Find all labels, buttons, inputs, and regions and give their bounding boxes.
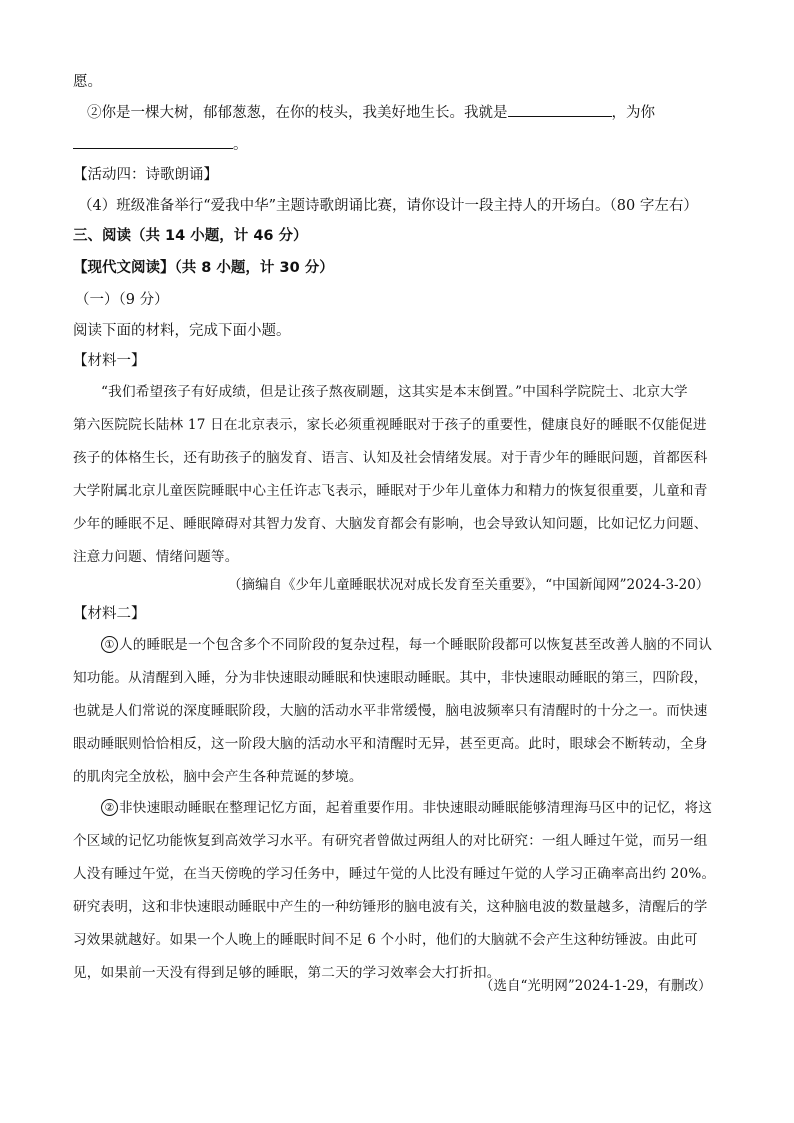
material1-line: 大学附属北京儿童医院睡眠中心主任许志飞表示，睡眠对于少年儿童体力和精力的恢复很重要，儿童和青	[73, 483, 708, 499]
material2-p2-line: 人没有睡过午觉，在当天傍晚的学习任务中，睡过午觉的人比没有睡过午觉的人学习正确率高出约 20%。	[73, 866, 716, 882]
part1-title: （一）（9 分）	[75, 292, 169, 308]
material2-p2-line: 非快速眼动睡眠在整理记忆方面，起着重要作用。非快速眼动睡眠能够清理海马区中的记忆，将这	[119, 800, 713, 816]
activity4-question: （4）班级准备举行“爱我中华”主题诗歌朗诵比赛，请你设计一段主持人的开场白。（80 字左右）	[78, 198, 698, 214]
material2-p2-line: 见，如果前一天没有得到足够的睡眠，第二天的学习效率会大打折扣。	[73, 965, 501, 981]
modern-reading-title: 【现代文阅读】（共 8 小题，计 30 分）	[73, 260, 334, 276]
material2-p1-line: 的肌肉完全放松，脑中会产生各种荒诞的梦境。	[73, 769, 363, 785]
q3-tail: 愿。	[73, 74, 102, 90]
answer-blank-2[interactable]	[73, 134, 233, 149]
material2-p2-first	[101, 796, 712, 816]
material2-source: （选自“光明网”2024-1-29，有删改）	[480, 978, 712, 994]
material2-p2-line: 研究表明，这和非快速眼动睡眠中产生的一种纺锤形的脑电波有关，这种脑电波的数量越多，清醒后的学	[73, 899, 708, 915]
material1-line: “我们希望孩子有好成绩，但是让孩子熬夜刷题，这其实是本末倒置。”中国科学院院士、北京大学	[101, 384, 688, 400]
material1-line: 注意力问题、情绪问题等。	[73, 549, 239, 565]
q3-item2-end: 。	[233, 137, 248, 153]
paragraph-number-2: ②	[101, 799, 118, 816]
material2-p1-line: 人的睡眠是一个包含多个不同阶段的复杂过程，每一个睡眠阶段都可以恢复甚至改善人脑的不同认	[119, 637, 713, 653]
material2-p2-line: 习效果就越好。如果一个人晚上的睡眠时间不足 6 个小时，他们的大脑就不会产生这种纺锤波。由此可	[73, 932, 698, 948]
q3-item2-text: 你是一棵大树，郁郁葱葱，在你的枝头，我美好地生长。我就是	[101, 105, 508, 121]
material2-label: 【材料二】	[73, 606, 146, 622]
activity4-title: 【活动四：诗歌朗诵】	[73, 167, 218, 183]
material2-p1-line: 也就是人们常说的深度睡眠阶段，大脑的活动水平非常缓慢，脑电波频率只有清醒时的十分之一。而快速	[73, 703, 708, 719]
material1-source: （摘编自《少年儿童睡眠状况对成长发育至关重要》，“中国新闻网”2024-3-20）	[228, 577, 710, 593]
material2-p1-first	[101, 633, 712, 653]
material1-line: 孩子的体格生长，还有助孩子的脑发育、语言、认知及社会情绪发展。对于青少年的睡眠问题，首都医科	[73, 450, 708, 466]
paragraph-number-1: ①	[101, 636, 118, 653]
material1-line: 少年的睡眠不足、睡眠障碍对其智力发育、大脑发育都会有影响，也会导致认知问题，比如记忆力问题、	[73, 516, 708, 532]
material2-p1-line: 知功能。从清醒到入睡，分为非快速眼动睡眠和快速眼动睡眠。其中，非快速眼动睡眠的第三，四阶段，	[73, 670, 708, 686]
section3-title: 三、阅读（共 14 小题，计 46 分）	[73, 228, 308, 244]
material2-p1-line: 眼动睡眠则恰恰相反，这一阶段大脑的活动水平和清醒时无异，甚至更高。此时，眼球会不断转动，全身	[73, 736, 708, 752]
q3-item2-line2	[73, 133, 248, 154]
q3-item2-after: ，为你	[611, 105, 655, 121]
material1-label: 【材料一】	[73, 353, 146, 369]
q3-item2-number: ②	[87, 105, 102, 121]
instruction: 阅读下面的材料，完成下面小题。	[73, 323, 291, 339]
material1-line: 第六医院院长陆林 17 日在北京表示，家长必须重视睡眠对于孩子的重要性，健康良好的睡眠不仅能促进	[73, 417, 707, 433]
answer-blank-1[interactable]	[508, 102, 612, 117]
material2-p2-line: 个区域的记忆功能恢复到高效学习水平。有研究者曾做过两组人的对比研究：一组人睡过午觉，而另一组	[73, 833, 708, 849]
q3-item2	[87, 101, 655, 122]
